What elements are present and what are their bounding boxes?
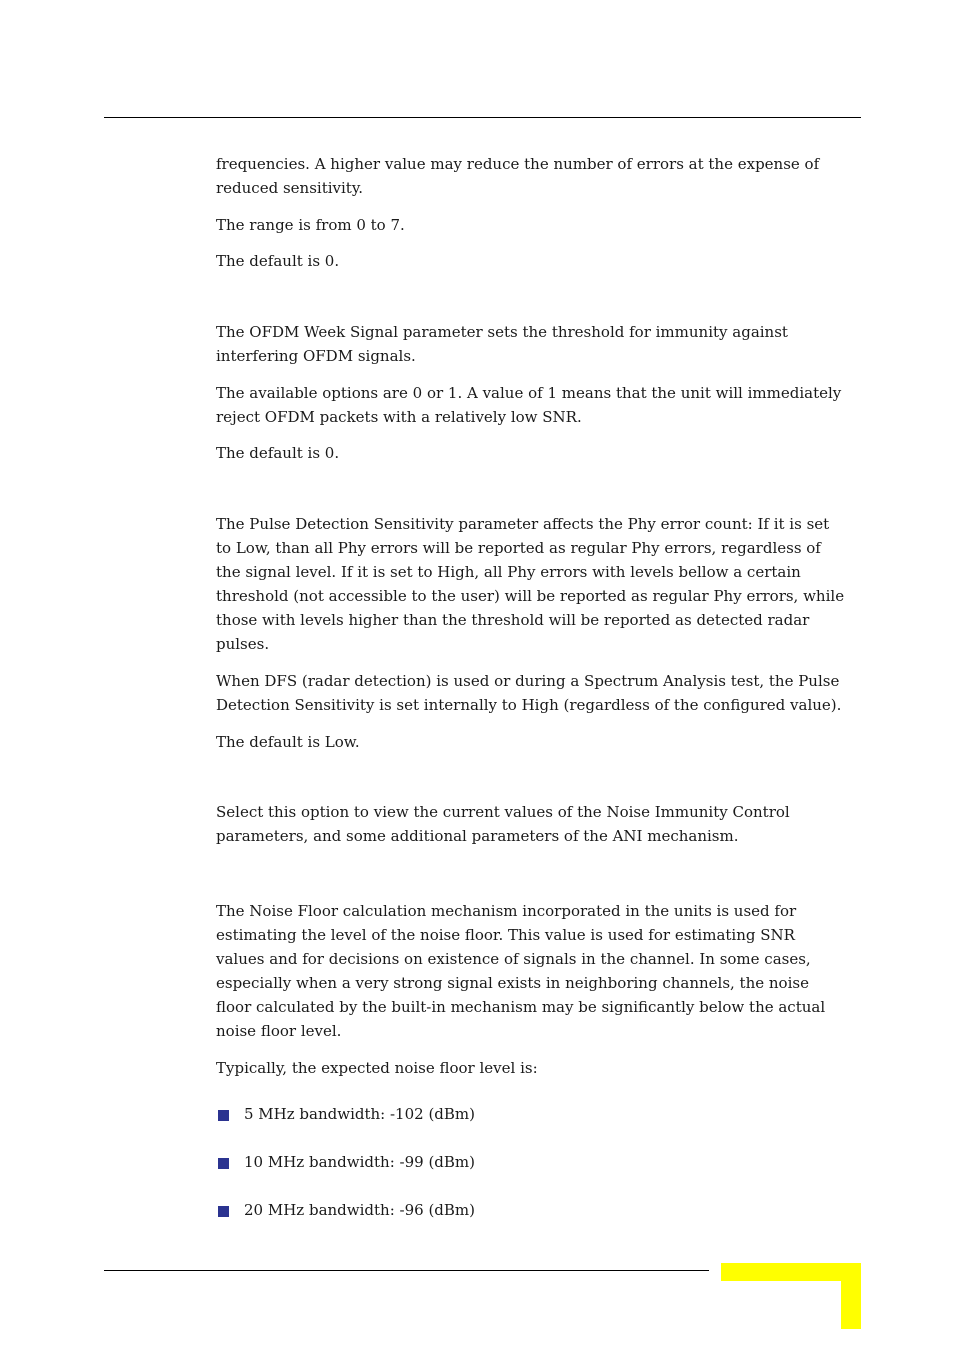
text-line: reduced sensitivity.	[216, 179, 364, 197]
paragraph-range	[216, 213, 864, 237]
paragraph-show-noise-immunity	[216, 800, 864, 848]
text-line: Select this option to view the current values of the Noise Immunity Control	[216, 803, 790, 821]
text-line: noise floor level.	[216, 1022, 342, 1040]
list-item-text: 20 MHz bandwidth: -96 (dBm)	[244, 1201, 475, 1219]
text-line: Detection Sensitivity is set internally to High (regardless of the configured value).	[216, 696, 842, 714]
paragraph-sensitivity-continuation	[216, 152, 864, 200]
footer-rule	[104, 1270, 709, 1271]
page-tab-bar	[721, 1263, 861, 1281]
paragraph-noise-floor	[216, 899, 864, 1043]
text-line: parameters, and some additional parameters of the ANI mechanism.	[216, 827, 739, 845]
text-line: those with levels higher than the threshold will be reported as detected radar	[216, 611, 810, 629]
paragraph-pulse-default	[216, 730, 864, 754]
page-tab-edge	[841, 1263, 861, 1329]
text-line: to Low, than all Phy errors will be reported as regular Phy errors, regardless of	[216, 539, 821, 557]
text-line: frequencies. A higher value may reduce the number of errors at the expense of	[216, 155, 820, 173]
header-rule	[104, 117, 861, 118]
text-line: threshold (not accessible to the user) will be reported as regular Phy errors, while	[216, 587, 845, 605]
text-line: values and for decisions on existence of signals in the channel. In some cases,	[216, 950, 811, 968]
text-line: pulses.	[216, 635, 270, 653]
text-line: interfering OFDM signals.	[216, 347, 416, 365]
paragraph-ofdm-options	[216, 381, 864, 429]
page-tab-marker	[721, 1263, 861, 1329]
paragraph-ofdm-default	[216, 441, 864, 465]
text-line: estimating the level of the noise floor. This value is used for estimating SNR	[216, 926, 795, 944]
text-line: reject OFDM packets with a relatively low SNR.	[216, 408, 582, 426]
text-line: The range is from 0 to 7.	[216, 216, 405, 234]
paragraph-pulse-detection	[216, 512, 864, 656]
square-bullet-icon	[218, 1206, 229, 1217]
square-bullet-icon	[218, 1110, 229, 1121]
paragraph-dfs	[216, 669, 864, 717]
text-line: floor calculated by the built-in mechanism may be significantly below the actual	[216, 998, 826, 1016]
text-line: the signal level. If it is set to High, all Phy errors with levels bellow a certain	[216, 563, 801, 581]
text-line: especially when a very strong signal exists in neighboring channels, the noise	[216, 974, 809, 992]
list-item-text: 5 MHz bandwidth: -102 (dBm)	[244, 1105, 475, 1123]
text-line: The default is 0.	[216, 444, 340, 462]
text-line: The Noise Floor calculation mechanism incorporated in the units is used for	[216, 902, 797, 920]
list-item-text: 10 MHz bandwidth: -99 (dBm)	[244, 1153, 475, 1171]
square-bullet-icon	[218, 1158, 229, 1169]
paragraph-ofdm-weak-signal	[216, 320, 864, 368]
paragraph-expected-noise-floor	[216, 1056, 864, 1080]
text-line: Typically, the expected noise floor level is:	[216, 1059, 538, 1077]
text-line: The Pulse Detection Sensitivity parameter affects the Phy error count: If it is set	[216, 515, 830, 533]
text-line: The OFDM Week Signal parameter sets the threshold for immunity against	[216, 323, 788, 341]
text-line: The default is 0.	[216, 252, 340, 270]
text-line: The available options are 0 or 1. A value of 1 means that the unit will immediately	[216, 384, 842, 402]
text-line: When DFS (radar detection) is used or during a Spectrum Analysis test, the Pulse	[216, 672, 840, 690]
paragraph-default	[216, 249, 864, 273]
text-line: The default is Low.	[216, 733, 360, 751]
